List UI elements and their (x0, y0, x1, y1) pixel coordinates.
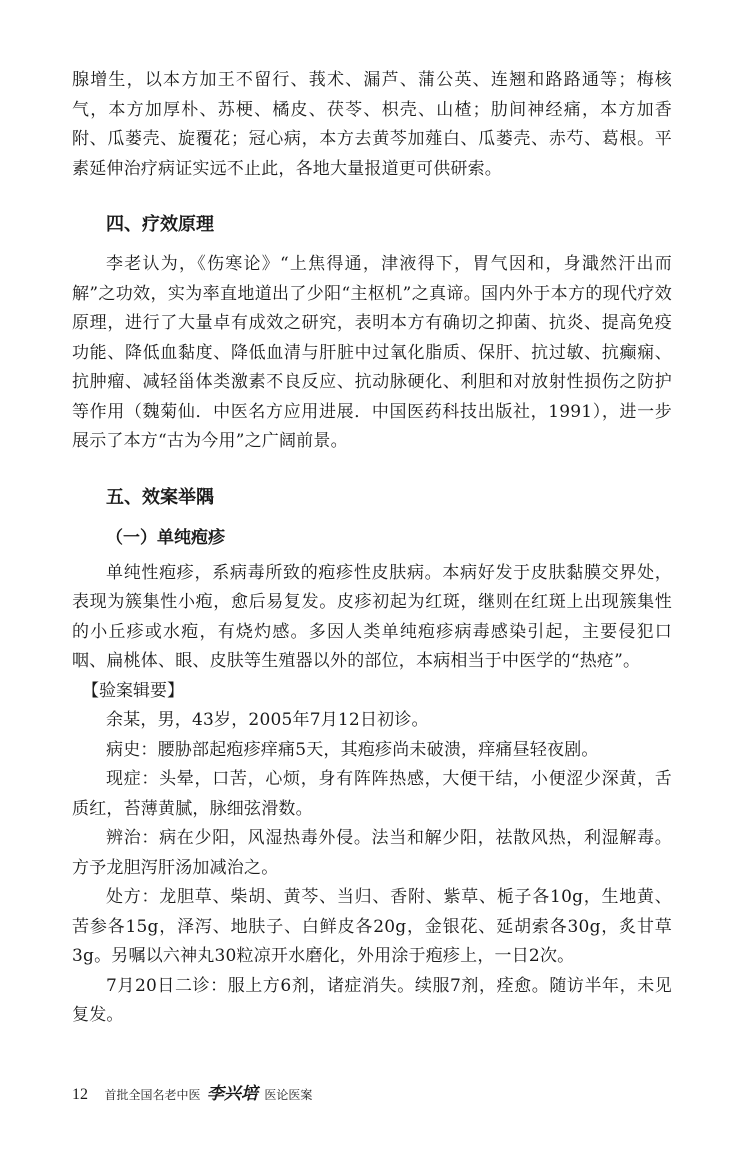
case-history: 病史：腰胁部起疱疹痒痛5天，其疱疹尚未破溃，痒痛昼轻夜剧。 (106, 739, 599, 760)
footer-author-name: 李兴培 (206, 1084, 258, 1104)
case-summary-label: 【验案辑要】 (82, 680, 184, 701)
document-page (72, 66, 672, 1031)
page-footer (72, 1084, 312, 1105)
paragraph-herpes-description: 单纯性疱疹，系病毒所致的疱疹性皮肤病。本病好发于皮肤黏膜交界处，表现为簇集性小疱，愈后易复发。皮疹初起为红斑，继则在红斑上出现簇集性的小丘疹或水疱，有烧灼感。多因人类单纯疱疹病毒感染引起，主要侵犯口咽、扁桃体、眼、皮肤等生殖器以外的部位，本病相当于中医学的“热疮”。 (72, 562, 672, 671)
case-prescription: 处方：龙胆草、柴胡、黄芩、当归、香附、紫草、栀子各10g，生地黄、苦参各15g，泽泻、地肤子、白鲜皮各20g，金银花、延胡索各30g，炙甘草3g。另嘱以六神丸30粒凉开水磨化，外用涂于疱疹上，一日2次。 (72, 887, 672, 966)
paragraph-continuation: 腺增生，以本方加王不留行、莪术、漏芦、蒲公英、连翘和路路通等；梅核气，本方加厚朴、苏梗、橘皮、茯苓、枳壳、山楂；肋间神经痛，本方加香附、瓜蒌壳、旋覆花；冠心病，本方去黄芩加薤白、瓜蒌壳、赤芍、葛根。平素延伸治疗病证实远不止此，各地大量报道更可供研索。 (72, 70, 672, 179)
case-symptoms: 现症：头晕，口苦，心烦，身有阵阵热感，大便干结，小便涩少深黄，舌质红，苔薄黄腻，脉细弦滑数。 (72, 769, 672, 819)
sub-heading-herpes-simplex: （一）单纯疱疹 (106, 527, 225, 548)
case-patient-info: 余某，男，43岁，2005年7月12日初诊。 (106, 710, 429, 730)
footer-series: 首批全国名老中医 (104, 1088, 201, 1102)
section-heading-case-examples: 五、效案举隅 (106, 486, 214, 508)
paragraph-efficacy-principle: 李老认为，《伤寒论》“上焦得通，津液得下，胃气因和，身濈然汗出而解”之功效，实为率直地道出了少阳“主枢机”之真谛。国内外于本方的现代疗效原理，进行了大量卓有成效之研究，表明本方有确切之抑菌、抗炎、提高免疫功能、降低血黏度、降低血清与肝脏中过氧化脂质、保肝、抗过敏、抗癫痫、抗肿瘤、减轻甾体类激素不良反应、抗动脉硬化、利胆和对放射性损伤之防护等作用（魏菊仙．中医名方应用进展．中国医药科技出版社，1991），进一步展示了本方“古为今用”之广阔前景。 (72, 254, 672, 451)
section-heading-efficacy-principle: 四、疗效原理 (106, 214, 214, 235)
case-followup: 7月20日二诊：服上方6剂，诸症消失。续服7剂，痊愈。随访半年，未见复发。 (72, 975, 672, 1025)
page-number: 12 (72, 1086, 88, 1103)
footer-book-suffix: 医论医案 (264, 1088, 313, 1102)
case-diagnosis: 辨治：病在少阳，风湿热毒外侵。法当和解少阳，祛散风热，利湿解毒。方予龙胆泻肝汤加减治之。 (72, 828, 672, 878)
